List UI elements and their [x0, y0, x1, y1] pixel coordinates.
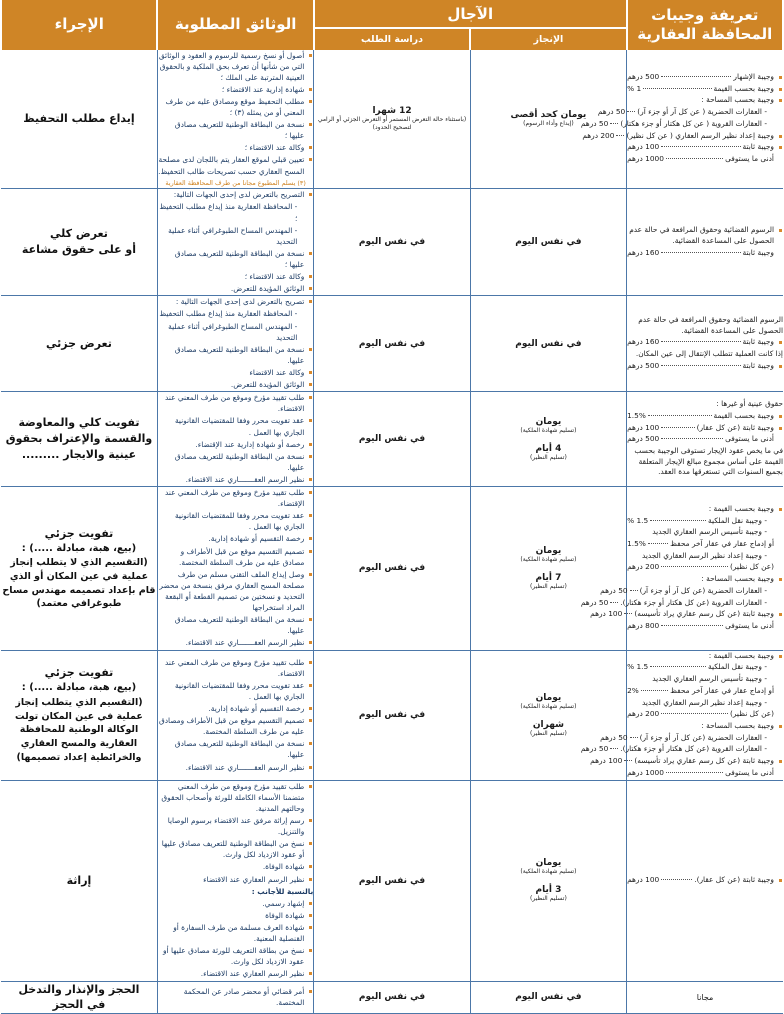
fee-label: وجيبة ثابتة (عن كل رسم عقاري يراد تأسيسه)	[634, 756, 774, 766]
cell-documents	[157, 189, 313, 296]
fee-label: وجيبة الإشهار	[733, 71, 774, 81]
fee-item: الرسوم القضائية وحقوق المرافعة في حالة عدم الحصول على المساعدة القضائية.	[627, 225, 783, 246]
fees-list	[580, 503, 783, 632]
fee-amount: 50 درهم	[580, 118, 609, 128]
completion-main: في نفس اليوم	[515, 237, 582, 248]
header-fees-line1: تعريفة وجيبات	[651, 6, 759, 24]
fee-item: وجيبة بحسب القيمة :	[627, 504, 783, 515]
documents-footnote: (٣) يسلم المطبوع مجانا من طرف المحافظة العقارية	[165, 178, 306, 187]
cell-deadline-request-study	[314, 50, 470, 189]
fee-leader-dots	[627, 111, 635, 112]
fee-amount: 100 درهم	[590, 609, 623, 619]
cell-deadline-completion	[470, 392, 626, 487]
completion-sub: (إيداع وأداء الرسوم)	[523, 120, 574, 127]
fee-amount: 200 درهم	[627, 562, 660, 572]
completion-main: يومان	[535, 692, 562, 703]
completion-main-secondary: شهران	[532, 719, 564, 730]
fee-item: - وجيبة إعداد نظير الرسم العقاري الجديد	[641, 550, 767, 560]
fee-item	[627, 539, 783, 550]
fee-item	[627, 686, 783, 697]
procedure-title-line: تعرض جزئي	[46, 336, 112, 350]
document-item: شهادة الوفاة	[158, 910, 313, 921]
completion-sub-secondary: (تسليم النظير)	[530, 453, 567, 461]
fee-leader-dots	[648, 415, 712, 416]
fee-amount: 160 درهم	[627, 247, 660, 257]
documents-list	[158, 781, 313, 980]
fee-leader-dots	[610, 748, 618, 749]
fee-label: وجيبة إعداد نظير الرسم العقاري ( عن كل نظير)	[626, 130, 774, 140]
cell-procedure	[1, 392, 157, 487]
procedure-note: (التقسيم الذي لا يتطلب إنجاز عملية في عين المكان أو الذي قام بإعداد تصميمه مهندس مساح طبوغرافي معتمد)	[2, 557, 156, 610]
cell-procedure	[1, 650, 157, 780]
completion-main-secondary: 3 أيام	[535, 885, 562, 896]
cell-fees	[627, 296, 783, 392]
document-item: نظير الرسم العقـــــــاري عند الاقتضاء.	[158, 637, 313, 648]
documents-list	[158, 392, 313, 485]
completion-main: في نفس اليوم	[515, 338, 582, 349]
fee-amount: 100 درهم	[627, 142, 660, 152]
fee-leader-dots	[650, 520, 706, 521]
document-item: وكالة عند الاقتضاء	[158, 367, 313, 378]
document-item: أصول أو نسخ رسمية للرسوم و العقود و الوثائق التي من شأنها أن تعرف بحق الملكية و بالحقوق العينية المترتبة على الملك ؛	[158, 50, 313, 83]
fee-label: أدنى ما يستوفى	[725, 621, 774, 631]
fee-leader-dots	[616, 135, 624, 136]
table-row	[1, 392, 783, 487]
fees-list	[580, 650, 783, 779]
fee-label: - وجيبة نقل الملكية	[708, 662, 767, 672]
document-item: عقد تفويت محرر وفقا للمقتضيات القانونية الجاري بها العمل .	[158, 510, 313, 532]
fee-item	[627, 72, 783, 83]
fee-item	[627, 434, 783, 445]
documents-list	[158, 986, 313, 1008]
table-row	[1, 981, 783, 1014]
document-item: تصميم التقسيم موقع من قبل الأطراف ومصادق عليه من طرف السلطة المختصة.	[158, 715, 313, 737]
fee-item	[627, 768, 783, 779]
fee-label: وجيبة ثابتة	[742, 360, 774, 370]
cell-deadline-request-study	[314, 487, 470, 651]
fee-leader-dots	[641, 690, 668, 691]
fee-amount: 500 درهم	[627, 360, 660, 370]
fee-leader-dots	[661, 146, 740, 147]
header-procedure: الإجراء	[1, 0, 157, 50]
cell-fees	[627, 189, 783, 296]
table-header	[1, 0, 783, 50]
document-item: شهادة العرف مسلمة من طرف السفارة أو القنصلية المعنية.	[158, 922, 313, 944]
fee-item: وجيبة بحسب القيمة :	[627, 651, 783, 662]
header-fees	[627, 0, 783, 50]
document-item: نسخة من البطاقة الوطنية للتعريف مصادق عليها.	[158, 614, 313, 636]
cell-fees	[580, 487, 783, 651]
fee-amount: 1 %	[627, 83, 642, 93]
fee-item: وجيبة بحسب المساحة :	[627, 721, 783, 732]
fee-leader-dots	[661, 365, 740, 366]
fee-item	[627, 248, 783, 259]
document-item: شهادة إدارية عند الاقتضاء ؛	[158, 84, 313, 95]
fee-label: - العقارات القروية (عن كل هكتار أو جزء هكتار).	[620, 744, 767, 754]
fee-amount: 50 درهم	[580, 597, 609, 607]
fee-label: - وجيبة نقل الملكية	[708, 515, 767, 525]
document-item: التصريح بالتعرض لدى إحدى الجهات التالية:	[158, 189, 313, 200]
procedure-title-line: إيداع مطلب التحفيظ	[23, 111, 135, 125]
request-study-main: 12 شهرا	[372, 106, 412, 117]
document-item: نسخة من البطاقة الوطنية للتعريف مصادق عليها.	[158, 344, 313, 366]
fee-item	[600, 585, 783, 597]
fee-item: وجيبة بحسب المساحة :	[627, 95, 783, 106]
request-study-main: في نفس اليوم	[358, 875, 426, 886]
fee-leader-dots	[661, 341, 740, 342]
document-item: نظير الرسم العقـــــــاري عند الاقتضاء.	[158, 762, 313, 773]
fee-leader-dots	[661, 713, 728, 714]
cell-deadline-request-study	[314, 650, 470, 780]
fee-leader-dots	[666, 772, 723, 773]
completion-sub: (تسليم شهادة الملكية)	[520, 702, 577, 710]
fee-label: وجيبة ثابتة	[742, 142, 774, 152]
document-item: مطلب التحفيظ موقع ومصادق عليه من طرف المعني أو من يمثله (٣) ؛	[158, 96, 313, 118]
fee-amount: 50 درهم	[580, 744, 609, 754]
header-row-top	[1, 0, 783, 28]
table-row	[1, 487, 783, 651]
request-study-main: في نفس اليوم	[358, 710, 426, 721]
table-row	[1, 50, 783, 189]
fee-item	[627, 516, 783, 527]
document-item: وصل إيداع الملف التقني مسلم من طرف مصلحة المسح العقاري مرفق بنسخة من محضر التحديد و نسختين من تصميم القطعة أو البقعة المراد استخراجها	[158, 569, 313, 613]
completion-sub: (تسليم شهادة الملكية)	[520, 426, 577, 434]
procedure-note: (التقسيم الذي يتطلب إنجاز عملية في عين المكان تولت الوكالة الوطنية للمحافظة العقارية والمسح العقاري والخرائطية إعداد تصميمها)	[15, 696, 143, 763]
document-item: تعيين قبلي لموقع العقار يتم باللجان لدى مصلحة المسح العقاري حسب تصريحات طالب التحفيظ.	[158, 154, 313, 176]
documents-list	[158, 50, 313, 177]
cell-fees	[580, 650, 783, 780]
fee-leader-dots	[661, 427, 694, 428]
procedure-title-line: الحجز والإنذار والتدخل	[18, 982, 140, 996]
document-item: عقد تفويت محرر وفقا للمقتضيات القانونية الجاري بها العمل .	[158, 680, 313, 702]
document-item: رخصة أو شهادة إدارية عند الإقتضاء.	[158, 439, 313, 450]
completion-main-secondary: 7 أيام	[535, 572, 562, 583]
fee-item: - وجيبة تأسيس الرسم العقاري الجديد	[652, 674, 767, 684]
cell-deadline-completion	[470, 981, 626, 1014]
fee-amount: 2%	[627, 685, 639, 695]
procedure-title-line: أو على حقوق مشاعة	[21, 243, 137, 257]
document-item: تصميم التقسيم موقع من قبل الأطراف و مصادق عليه من طرف السلطة المختصة.	[158, 546, 313, 568]
fee-leader-dots	[650, 666, 706, 667]
completion-main: يومان	[535, 546, 562, 557]
fee-leader-dots	[661, 879, 692, 880]
completion-main: في نفس اليوم	[515, 992, 582, 1003]
procedure-title-line: تفويت جزئي	[44, 666, 114, 680]
completion-main: يومان	[535, 416, 562, 427]
fees-list	[627, 225, 783, 258]
document-item: - المهندس المساح الطبوغرافي أثناء عملية التحديد	[168, 225, 298, 246]
fee-item	[627, 423, 783, 434]
cell-fees	[627, 392, 783, 487]
fee-amount: 1000 درهم	[627, 767, 664, 777]
procedure-title-line: عينية والايجار .........	[21, 448, 137, 462]
document-item: نظير الرسم العقاري عند الاقتضاء.	[158, 968, 313, 979]
fee-item	[627, 361, 783, 372]
fee-label: وجيبة ثابتة (عن كل عقار).	[694, 874, 774, 884]
procedure-title-line: تفويت كلي والمعاوضة	[18, 416, 140, 430]
fee-label: وجيبة ثابتة (عن كل عقار)	[696, 422, 774, 432]
fee-leader-dots	[661, 566, 728, 567]
document-item: وكالة عند الاقتضاء ؛	[158, 271, 313, 282]
request-study-main: في نفس اليوم	[358, 992, 426, 1003]
completion-main-secondary: 4 أيام	[535, 443, 562, 454]
documents-list	[158, 487, 313, 649]
document-item: - المحافظة العقارية منذ إيداع مطلب التحفيظ	[159, 309, 298, 319]
document-item: نسخة من البطاقة الوطنية للتعريف مصادق عليها.	[158, 738, 313, 760]
fees-list	[627, 315, 783, 372]
fee-leader-dots	[624, 613, 632, 614]
procedure-subtitle: (بيع، هبة، مبادلة .....) :	[21, 682, 137, 694]
cell-fees	[627, 780, 783, 981]
documents-list	[158, 189, 313, 294]
fee-amount: 50 درهم	[600, 732, 628, 742]
fee-leader-dots	[610, 123, 618, 124]
completion-sub: (تسليم شهادة الملكية)	[520, 556, 577, 564]
fee-item	[590, 756, 783, 767]
fees-free-label: مجانا	[696, 992, 714, 1002]
document-item: - المهندس المساح الطبوغرافي أثناء عملية التحديد	[168, 321, 298, 342]
fee-item	[627, 154, 783, 165]
fee-label: - العقارات القروية (عن كل هكتار أو جزء هكتار).	[620, 597, 767, 607]
document-item: شهادة الوفاة.	[158, 861, 313, 872]
document-item: رخصة التقسيم أو شهادة إدارية.	[158, 533, 313, 544]
fee-item: الرسوم القضائية وحقوق المرافعة في حالة عدم الحصول على المساعدة القضائية.	[638, 314, 783, 335]
fee-label: - العقارات الحضرية (عن كل آر أو جزء آر)	[639, 732, 767, 742]
fee-label: (عن كل نظير)	[729, 562, 774, 572]
request-study-main: في نفس اليوم	[358, 563, 426, 574]
completion-sub: (تسليم شهادة الملكية)	[520, 868, 577, 876]
fee-item: حقوق عينية أو غيرها :	[716, 399, 783, 409]
fee-label: أدنى ما يستوفى	[725, 154, 774, 164]
table-row	[1, 650, 783, 780]
fee-leader-dots	[661, 438, 723, 439]
document-item: إشهاد رسمي.	[158, 898, 313, 909]
cell-procedure	[1, 50, 157, 189]
cell-deadline-request-study	[314, 296, 470, 392]
fee-item: في ما يخص عقود الإيجار تستوفى الوجيبة بحسب القيمة على أساس مجموع مبالغ الإيجار المتعلقة بجميع السنوات التي تستغرقها مدة العقد.	[634, 445, 783, 477]
fees-list	[627, 875, 783, 886]
fee-label: أدنى ما يستوفى	[725, 434, 774, 444]
cell-procedure	[1, 189, 157, 296]
cell-deadline-completion	[470, 780, 626, 981]
table-row	[1, 296, 783, 392]
document-item: نسخ من بطاقة التعريف للورثة مصادق عليها أو عقود الازدياد لكل وارث.	[158, 945, 313, 967]
document-item: نسخ من البطاقة الوطنية للتعريف مصادق عليها أو عقود الازدياد لكل وارث.	[158, 838, 313, 860]
fee-label: وجيبة ثابتة (عن كل رسم عقاري يراد تأسيسه)	[634, 609, 774, 619]
fee-item	[580, 597, 783, 609]
fee-amount: 1.5 %	[627, 662, 649, 672]
completion-sub-secondary: (تسليم النظير)	[530, 895, 567, 903]
cell-procedure	[1, 981, 157, 1014]
completion-sub-secondary: (تسليم النظير)	[530, 582, 567, 590]
document-item: تصريح بالتعرض لدى إحدى الجهات التالية :	[158, 296, 313, 307]
fees-list	[580, 71, 783, 165]
fee-item	[597, 107, 783, 118]
fee-label: - العقارات الحضرية (عن كل آر أو جزء آر)	[639, 585, 767, 595]
fee-item	[590, 609, 783, 620]
document-item: طلب تقييد مؤرخ وموقع من طرف المعني عند الاقتضاء.	[158, 657, 313, 679]
document-item: - المحافظة العقارية منذ إيداع مطلب التحفيظ ؛	[159, 202, 298, 223]
fee-label: - العقارات القروية ( عن كل هكتار أو جزء هكتار)	[620, 118, 767, 128]
document-item: نظير الرسم العقاري عند الاقتضاء	[158, 874, 313, 885]
fee-label: وجيبة بحسب القيمة	[713, 83, 774, 93]
cell-fees	[627, 981, 783, 1014]
cell-fees	[580, 50, 783, 189]
fee-item: إذا كانت العملية تتطلب الإنتقال إلى عين المكان.	[635, 349, 783, 359]
fee-item	[627, 337, 783, 348]
cell-deadline-completion	[470, 296, 626, 392]
fee-amount: 100 درهم	[627, 874, 660, 884]
header-documents: الوثائق المطلوبة	[157, 0, 313, 50]
document-item: طلب تقييد مؤرخ وموقع من طرف المعني عند الاقتضاء.	[158, 392, 313, 414]
fee-label: وجيبة بحسب القيمة	[713, 410, 774, 420]
table-body	[1, 50, 783, 1014]
fee-item	[627, 142, 783, 153]
cell-deadline-completion	[470, 487, 626, 651]
fee-item	[627, 411, 783, 422]
fee-amount: 200 درهم	[627, 709, 660, 719]
procedure-title-line: إراثة	[66, 873, 92, 887]
cell-documents	[157, 50, 313, 189]
fee-amount: 800 درهم	[627, 621, 660, 631]
fee-label: (عن كل نظير)	[729, 709, 774, 719]
cell-deadline-completion	[470, 189, 626, 296]
fee-amount: 1.5 %	[627, 515, 649, 525]
fee-item	[582, 130, 783, 142]
fee-leader-dots	[648, 543, 668, 544]
document-item: نسخة من البطاقة الوطنية للتعريف مصادق عليها ؛	[158, 248, 313, 270]
table-row	[1, 780, 783, 981]
cell-deadline-request-study	[314, 981, 470, 1014]
request-study-main: في نفس اليوم	[358, 434, 426, 445]
fee-label: - العقارات الحضرية ( عن كل آر أو جزء آر)	[637, 107, 767, 117]
completion-sub-secondary: (تسليم النظير)	[530, 729, 567, 737]
procedure-title-line: والقسمة والإعتراف بحقوق	[5, 432, 153, 446]
document-item: طلب تقييد مؤرخ وموقع من طرف المعني عند الإقتضاء.	[158, 487, 313, 509]
cell-procedure	[1, 780, 157, 981]
fee-label: أو إدماج عقار في عقار آخر محفظ	[670, 685, 774, 695]
request-study-main: في نفس اليوم	[358, 338, 426, 349]
table-row	[1, 189, 783, 296]
cell-deadline-request-study	[314, 189, 470, 296]
request-study-main: في نفس اليوم	[358, 237, 426, 248]
fee-leader-dots	[643, 88, 711, 89]
fee-label: أدنى ما يستوفى	[725, 767, 774, 777]
fee-leader-dots	[630, 590, 638, 591]
document-item: رسم إراثة مرفق عند الاقتضاء برسوم الوصايا والتنزيل.	[158, 815, 313, 837]
fee-item	[627, 875, 783, 886]
fee-leader-dots	[661, 252, 740, 253]
fee-item	[627, 562, 783, 573]
completion-spacer	[471, 435, 626, 444]
procedure-subtitle: (بيع، هبة، مبادلة .....) :	[21, 542, 137, 554]
completion-main: يومان	[535, 858, 562, 869]
documents-list	[158, 657, 313, 773]
document-item: أمر قضائي أو محضر صادر عن المحكمة المختصة.	[158, 986, 313, 1008]
document-item: نسخة من البطاقة الوطنية للتعريف مصادق عليها ؛	[158, 119, 313, 141]
procedure-title-line: تفويت جزئي	[44, 526, 114, 540]
fees-list	[627, 399, 783, 478]
fee-item	[600, 732, 783, 744]
fee-amount: 50 درهم	[600, 585, 628, 595]
procedure-title-line: تعرض كلي	[50, 227, 108, 241]
fee-amount: 160 درهم	[627, 337, 660, 347]
procedure-title-line: في الحجز	[52, 998, 106, 1012]
fee-amount: 1.5%	[627, 410, 646, 420]
fee-label: وجيبة ثابتة	[742, 337, 774, 347]
fee-amount: 1.5%	[627, 538, 646, 548]
cell-deadline-request-study	[314, 392, 470, 487]
fee-item	[627, 621, 783, 632]
document-item: الوثائق المؤيدة للتعرض.	[158, 283, 313, 294]
fee-item	[627, 662, 783, 673]
header-deadlines-group: الآجال	[314, 0, 627, 28]
completion-spacer	[471, 711, 626, 720]
cell-documents	[157, 780, 313, 981]
header-deadline-request-study: دراسة الطلب	[314, 28, 470, 50]
fee-amount: 200 درهم	[582, 130, 615, 140]
fee-leader-dots	[630, 737, 638, 738]
request-study-sub: (باستثناء حالة التعرض المستمر أو التعرض الجزئي أو الرامي لتصحيح الحدود)	[317, 116, 467, 131]
completion-spacer	[471, 876, 626, 885]
fee-item	[580, 118, 783, 130]
fee-amount: 50 درهم	[597, 107, 626, 117]
fee-amount: 100 درهم	[590, 756, 623, 766]
document-item: وكالة عند الاقتضاء ؛	[158, 142, 313, 153]
fee-item: - وجيبة إعداد نظير الرسم العقاري الجديد	[641, 697, 767, 707]
cell-procedure	[1, 296, 157, 392]
document-item: عقد تفويت محرر وفقا للمقتضيات القانونية الجاري بها العمل .	[158, 415, 313, 437]
documents-list	[158, 296, 313, 390]
fee-leader-dots	[666, 158, 723, 159]
cell-documents	[157, 650, 313, 780]
document-item: رخصة التقسيم أو شهادة إدارية.	[158, 703, 313, 714]
fee-leader-dots	[661, 625, 723, 626]
fee-leader-dots	[624, 760, 632, 761]
fee-leader-dots	[610, 602, 618, 603]
fee-amount: 500 درهم	[627, 434, 660, 444]
fee-label: أو إدماج عقار في عقار آخر محفظ	[670, 538, 774, 548]
cell-documents	[157, 296, 313, 392]
header-fees-line2: المحافظة العقارية	[637, 24, 773, 43]
header-deadline-completion: الإنجاز	[470, 28, 626, 50]
cell-documents	[157, 487, 313, 651]
fee-item: - وجيبة تأسيس الرسم العقاري الجديد	[652, 527, 767, 537]
cell-documents	[157, 981, 313, 1014]
document-item: بالنسبة للأجانب :	[251, 886, 314, 896]
document-item: طلب تقييد مؤرخ وموقع من طرف المعني متضمنا الأسماء الكاملة للورثة وأصحاب الحقوق وحالتهم المدنية.	[158, 781, 313, 814]
document-item: نظير الرسم العقـــــــاري عند الاقتضاء.	[158, 474, 313, 485]
fee-amount: 100 درهم	[627, 422, 660, 432]
cell-procedure	[1, 487, 157, 651]
cell-documents	[157, 392, 313, 487]
fee-amount: 500 درهم	[627, 71, 660, 81]
fee-item	[627, 709, 783, 720]
cell-deadline-request-study	[314, 780, 470, 981]
document-item: الوثائق المؤيدة للتعرض.	[158, 379, 313, 390]
fee-item	[627, 84, 783, 95]
fee-item: وجيبة بحسب المساحة :	[627, 574, 783, 585]
document-item: نسخة من البطاقة الوطنية للتعريف مصادق عليها.	[158, 451, 313, 473]
fee-item	[580, 744, 783, 755]
fee-label: وجيبة ثابتة	[742, 247, 774, 257]
completion-spacer	[471, 564, 626, 573]
fee-leader-dots	[661, 76, 731, 77]
completion-main: يومان كحد أقصى	[510, 110, 587, 120]
fee-amount: 1000 درهم	[627, 154, 664, 164]
